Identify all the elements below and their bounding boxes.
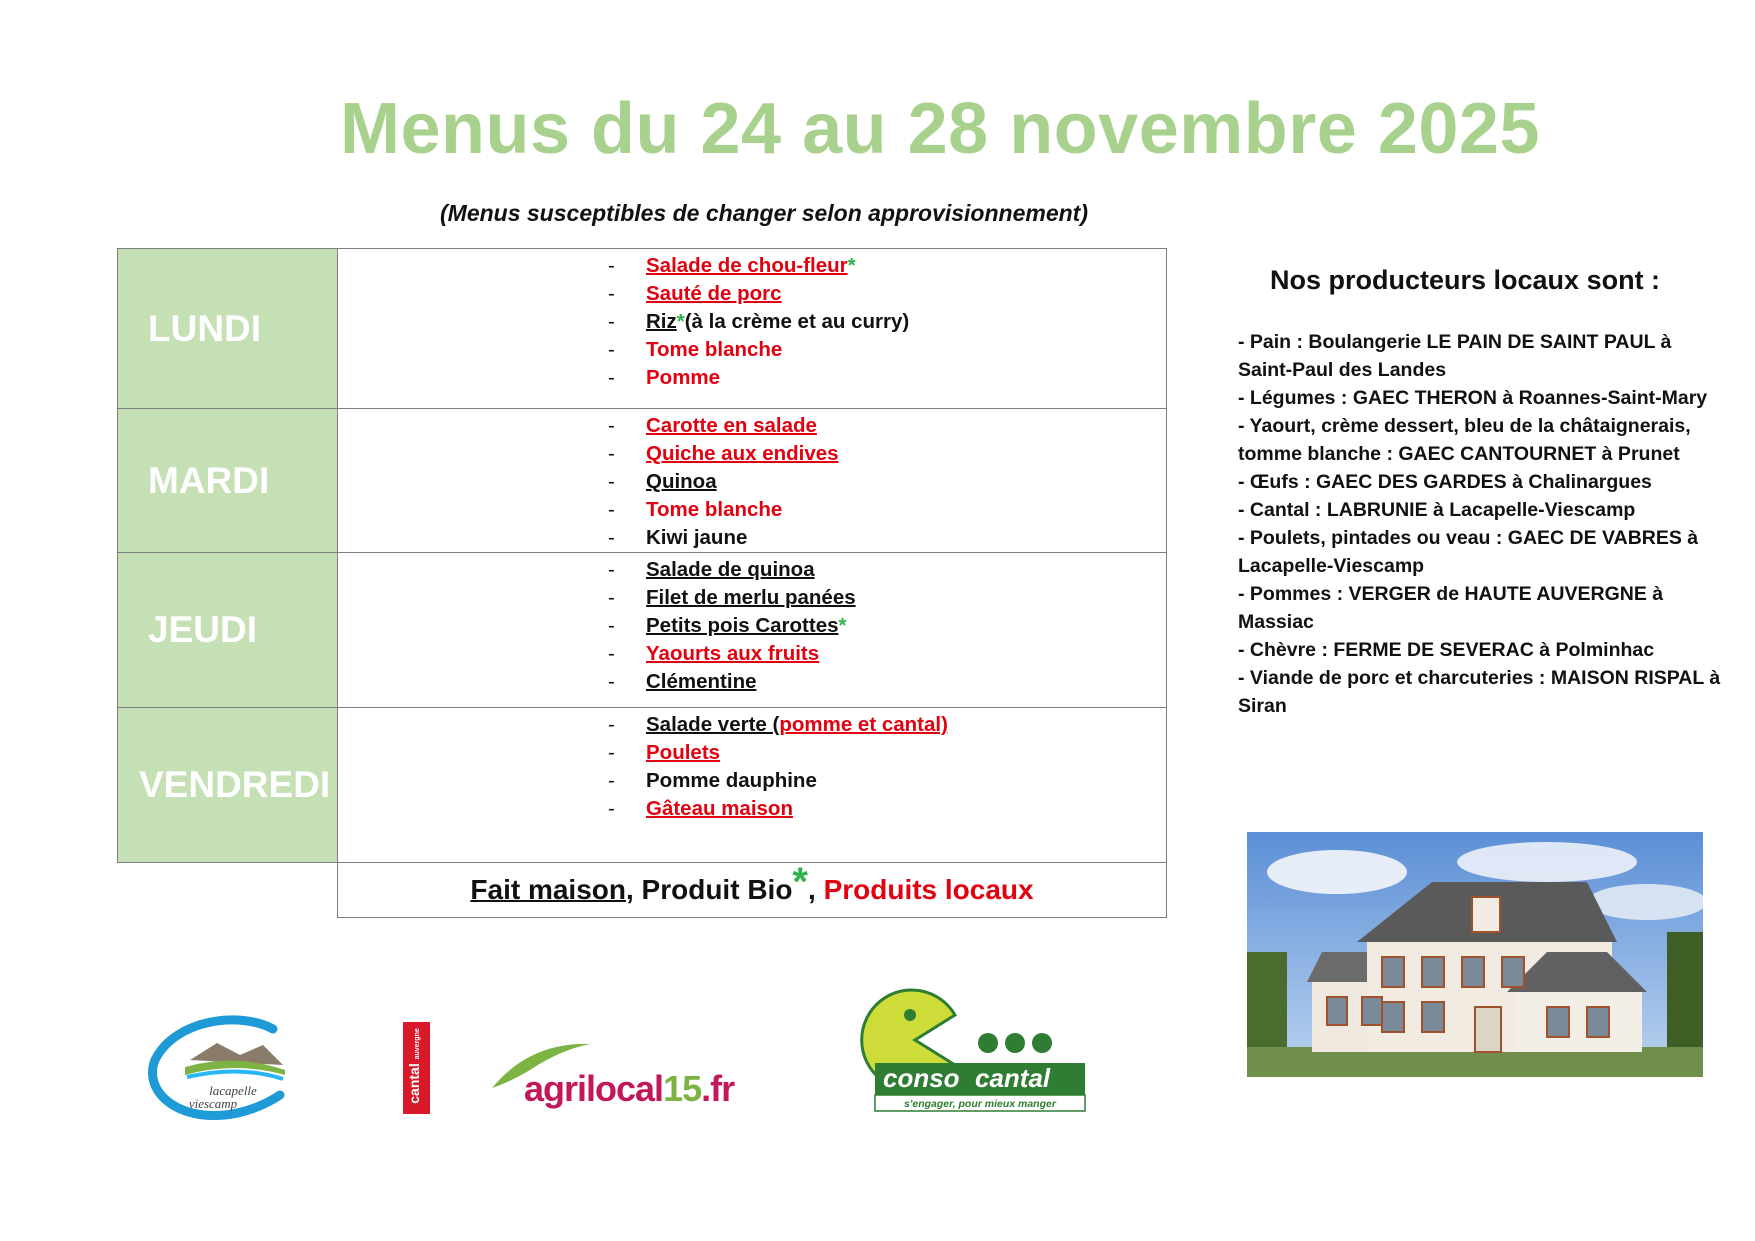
dish-item [338,524,1166,552]
day-label: MARDI [148,459,270,501]
dish-name: Clémentine [646,670,757,693]
dish-item [338,468,1166,496]
lacapelle-viescamp-logo [145,1015,295,1125]
bullet-dash: - [608,310,615,333]
dish-item [338,336,1166,364]
dish-name: Salade verte ( [646,713,780,736]
bullet-dash: - [608,614,615,637]
dish-item [338,308,1166,336]
school-building-photo [1247,832,1703,1077]
producer-item: - Yaourt, crème dessert, bleu de la châtaignerais, tomme blanche : GAEC CANTOURNET à Prunet [1238,415,1691,465]
day-row [118,249,1167,409]
dishes-cell [338,249,1167,409]
day-row [118,409,1167,553]
cantal-logo: cantal auvergne [403,1022,430,1114]
dish-item [338,556,1166,584]
day-cell [118,249,338,409]
bio-star-icon: * [838,614,847,637]
bullet-dash: - [608,366,615,389]
bullet-dash: - [608,769,615,792]
dish-name: Sauté de porc [646,282,782,305]
producer-item: - Œufs : GAEC DES GARDES à Chalinargues [1238,471,1652,493]
dish-list [338,553,1166,696]
dish-item [338,280,1166,308]
page-subtitle: (Menus susceptibles de changer selon approvisionnement) [440,200,1088,226]
day-row [118,708,1167,863]
dish-item [338,640,1166,668]
bullet-dash: - [608,282,615,305]
bio-star-icon: * [847,254,856,277]
legend-produit-bio: Produit Bio [641,874,793,905]
bullet-dash: - [608,713,615,736]
dish-name: Riz [646,310,677,333]
dish-name: Tome blanche [646,498,783,521]
dish-item [338,739,1166,767]
producer-item: - Chèvre : FERME DE SEVERAC à Polminhac [1238,639,1655,661]
dish-name: Salade de chou-fleur [646,254,848,277]
bullet-dash: - [608,797,615,820]
dish-name: Yaourts aux fruits [646,642,820,665]
dish-name: Kiwi jaune [646,526,748,549]
dish-item [338,584,1166,612]
bullet-dash: - [608,670,615,693]
svg-text:s'engager, pour mieux manger: s'engager, pour mieux manger [904,1098,1056,1110]
dish-name: Gâteau maison [646,797,793,820]
dish-item [338,711,1166,739]
bullet-dash: - [608,586,615,609]
dish-name: Quiche aux endives [646,442,839,465]
bullet-dash: - [608,338,615,361]
bullet-dash: - [608,558,615,581]
day-cell [118,553,338,708]
bio-star-icon: * [676,310,685,333]
conso-cantal-logo [855,985,1095,1115]
bio-star-icon: * [792,860,808,904]
page-title: Menus du 24 au 28 novembre 2025 [340,89,1540,169]
producer-item: - Légumes : GAEC THERON à Roannes-Saint-Mary [1238,387,1708,409]
dishes-cell [338,409,1167,553]
producers-list [1238,328,1728,720]
dish-item [338,612,1166,640]
dish-name: Tome blanche [646,338,783,361]
menu-table [117,248,1167,918]
legend-fait-maison: Fait maison [470,874,626,905]
dish-list [338,409,1166,552]
producer-item: - Viande de porc et charcuteries : MAISON RISPAL à Siran [1238,667,1721,717]
bullet-dash: - [608,442,615,465]
dish-list [338,708,1166,823]
dish-item [338,364,1166,392]
legend: Fait maison, Produit Bio*, Produits locaux [338,863,1167,918]
legend-row [118,863,1167,918]
bullet-dash: - [608,470,615,493]
day-label: JEUDI [148,609,257,650]
producer-item: - Pommes : VERGER de HAUTE AUVERGNE à Massiac [1238,583,1664,633]
dish-name: Petits pois Carottes [646,614,839,637]
bullet-dash: - [608,741,615,764]
dish-item [338,252,1166,280]
day-cell [118,708,338,863]
svg-text:viescamp: viescamp [188,1096,238,1111]
day-label: LUNDI [148,307,262,349]
dish-name: Pomme dauphine [646,769,817,792]
bullet-dash: - [608,642,615,665]
agrilocal-logo: agrilocal15.fr [482,1040,742,1115]
dish-name: (à la crème et au curry) [684,310,910,333]
day-label: VENDREDI [139,764,331,805]
dishes-cell [338,708,1167,863]
dish-name: Filet de merlu panées [646,586,856,609]
day-cell [118,409,338,553]
svg-text:conso: conso [883,1063,960,1093]
producer-item: - Poulets, pintades ou veau : GAEC DE VABRES à Lacapelle-Viescamp [1238,527,1699,577]
bullet-dash: - [608,414,615,437]
dish-item [338,412,1166,440]
dish-name: Carotte en salade [646,414,817,437]
dish-item [338,440,1166,468]
dish-list [338,249,1166,392]
day-row [118,553,1167,708]
dish-item [338,795,1166,823]
producer-item: - Cantal : LABRUNIE à Lacapelle-Viescamp [1238,499,1636,521]
svg-text:cantal: cantal [975,1063,1051,1093]
dish-item [338,496,1166,524]
legend-produits-locaux: Produits locaux [823,874,1034,905]
dish-item [338,668,1166,696]
dish-name: pomme et cantal) [779,713,948,736]
bullet-dash: - [608,254,615,277]
dish-name: Salade de quinoa [646,558,815,581]
dish-name: Poulets [646,741,721,764]
dish-item [338,767,1166,795]
bullet-dash: - [608,526,615,549]
bullet-dash: - [608,498,615,521]
dish-name: Pomme [646,366,721,389]
producer-item: - Pain : Boulangerie LE PAIN DE SAINT PAUL à Saint-Paul des Landes [1238,331,1672,381]
dishes-cell [338,553,1167,708]
svg-text:lacapelle: lacapelle [209,1083,257,1098]
dish-name: Quinoa [646,470,717,493]
producers-title: Nos producteurs locaux sont : [1270,265,1661,295]
